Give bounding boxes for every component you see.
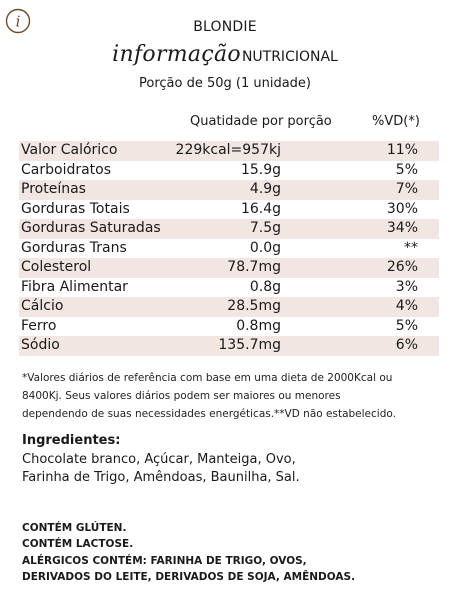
ingredients-line: Chocolate branco, Açúcar, Manteiga, Ovo, — [22, 452, 296, 467]
title-caps: NUTRICIONAL — [241, 49, 338, 65]
nutrient-vd: 30% — [386, 200, 418, 217]
nutrient-vd: 6% — [395, 337, 418, 353]
allergen-line: CONTÉM LACTOSE. — [22, 538, 134, 551]
nutrient-vd: 5% — [395, 161, 418, 178]
allergen-warnings — [22, 520, 442, 586]
nutrient-quantity: 229kcal=957kj — [175, 142, 281, 158]
nutrient-name: Sódio — [21, 337, 60, 353]
panel-title — [0, 42, 450, 67]
nutrient-row — [19, 141, 439, 161]
footnote-line: *Valores diários de referência com base em uma dieta de 2000Kcal ou — [22, 372, 393, 384]
nutrient-row — [19, 297, 439, 317]
nutrient-name: Ferro — [21, 317, 57, 334]
nutrient-quantity: 16.4g — [240, 200, 281, 217]
nutrient-name: Carboidratos — [21, 161, 112, 178]
nutrient-name: Colesterol — [21, 259, 92, 275]
nutrient-name: Cálcio — [21, 298, 64, 314]
nutrient-vd: 7% — [395, 181, 418, 197]
nutrient-row — [19, 239, 439, 259]
nutrient-name: Gorduras Saturadas — [21, 220, 161, 236]
nutrient-vd: 34% — [386, 220, 418, 236]
nutrient-vd: 4% — [395, 298, 418, 314]
nutrient-quantity: 28.5mg — [227, 298, 281, 314]
footnote-line: 8400Kj. Seus valores diários podem ser maiores ou menores — [22, 390, 341, 402]
nutrient-name: Gorduras Trans — [21, 239, 127, 256]
nutrient-name: Valor Calórico — [21, 142, 118, 158]
allergen-line: DERIVADOS DO LEITE, DERIVADOS DE SOJA, AMÊNDOAS. — [22, 571, 356, 584]
nutrient-row — [19, 317, 439, 337]
nutrient-quantity: 7.5g — [249, 220, 281, 236]
allergen-line: ALÉRGICOS CONTÉM: FARINHA DE TRIGO, OVOS, — [22, 554, 307, 567]
nutrient-name: Fibra Alimentar — [21, 278, 128, 295]
nutrient-name: Proteínas — [21, 181, 86, 197]
nutrient-row — [19, 336, 439, 356]
nutrient-vd: ** — [404, 239, 418, 256]
nutrient-quantity: 4.9g — [249, 181, 281, 197]
nutrition-table — [19, 141, 439, 356]
nutrient-quantity: 0.8mg — [236, 317, 281, 334]
nutrient-row — [19, 219, 439, 239]
product-name: BLONDIE — [193, 19, 257, 35]
footnote — [22, 369, 432, 423]
title-script: informação — [112, 42, 241, 67]
nutrient-row — [19, 258, 439, 278]
nutrient-vd: 11% — [386, 142, 418, 158]
nutrient-vd: 5% — [395, 317, 418, 334]
nutrient-row — [19, 180, 439, 200]
ingredients-line: Farinha de Trigo, Amêndoas, Baunilha, Sal. — [22, 469, 300, 485]
nutrient-quantity: 135.7mg — [218, 337, 281, 353]
nutrient-quantity: 78.7mg — [227, 259, 281, 275]
nutrient-quantity: 15.9g — [240, 161, 281, 178]
nutrient-row — [19, 161, 439, 181]
nutrient-row — [19, 278, 439, 298]
svg-text:i: i — [15, 12, 21, 31]
nutrient-name: Gorduras Totais — [21, 200, 130, 217]
nutrient-quantity: 0.0g — [249, 239, 281, 256]
ingredients-title: Ingredientes: — [22, 433, 121, 448]
nutrient-vd: 26% — [386, 259, 418, 275]
nutrient-vd: 3% — [395, 278, 418, 295]
nutrient-quantity: 0.8g — [249, 278, 281, 295]
portion-size: Porção de 50g (1 unidade) — [138, 76, 311, 91]
column-header-quantity: Quatidade por porção — [190, 114, 332, 129]
column-header-vd: %VD(*) — [372, 114, 420, 129]
nutrient-row — [19, 200, 439, 220]
ingredients-list — [22, 451, 322, 486]
allergen-line: CONTÉM GLÚTEN. — [22, 522, 127, 534]
footnote-line: dependendo de suas necessidades energéticas.**VD não estabelecido. — [22, 408, 396, 420]
